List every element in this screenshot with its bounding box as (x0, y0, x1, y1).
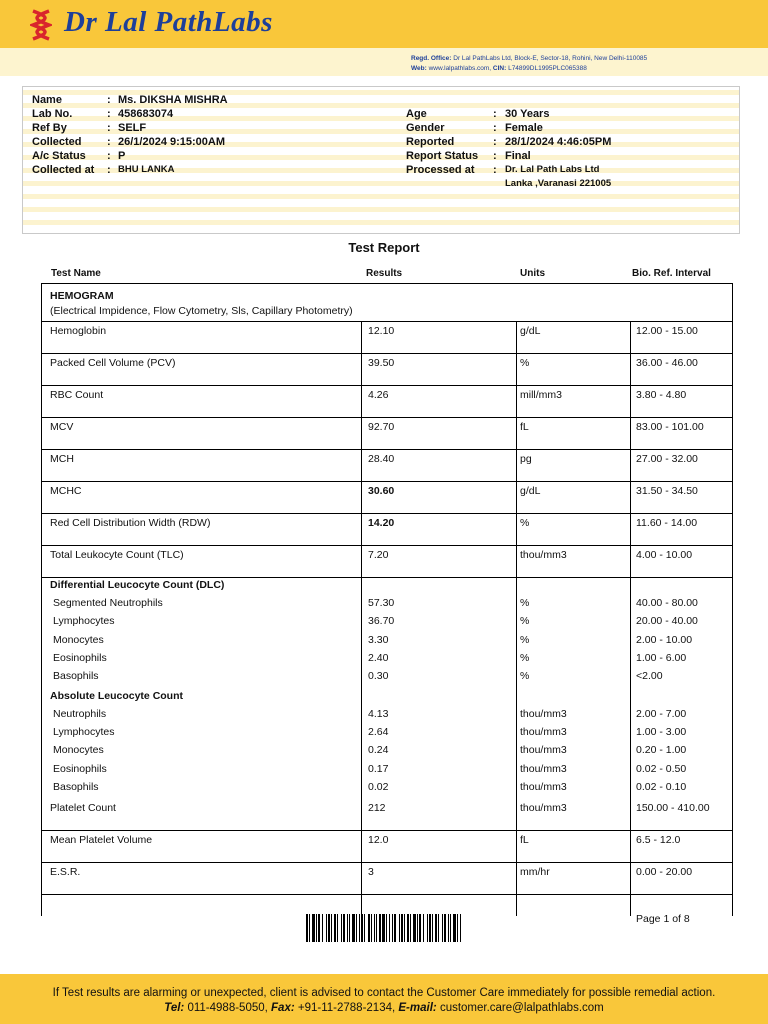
table-divider (516, 481, 517, 513)
test-ref-interval: <2.00 (636, 670, 663, 683)
barcode-bar (394, 914, 396, 942)
table-divider (361, 830, 362, 862)
patient-field-value: 28/1/2024 4:46:05PM (505, 136, 612, 148)
test-ref-interval: 2.00 - 10.00 (636, 633, 693, 646)
test-name: Monocytes (53, 744, 104, 757)
barcode-bar (309, 914, 310, 942)
patient-field-value: 30 Years (505, 108, 550, 120)
test-unit: % (520, 615, 530, 628)
barcode-bar (347, 914, 348, 942)
barcode-bar (429, 914, 431, 942)
patient-field-label: Age (406, 108, 427, 120)
test-name: Total Leukocyte Count (TLC) (50, 549, 184, 561)
test-name: Lymphocytes (53, 615, 115, 628)
table-rule (42, 577, 732, 578)
test-unit: mill/mm3 (520, 389, 562, 401)
test-unit: thou/mm3 (520, 762, 567, 775)
test-name: Mean Platelet Volume (50, 834, 153, 846)
barcode-bar (401, 914, 403, 942)
results-table (41, 283, 733, 916)
barcode-bar (444, 914, 446, 942)
test-ref-interval: 0.02 - 0.10 (636, 780, 687, 793)
barcode-bar (328, 914, 330, 942)
barcode-bar (417, 914, 418, 942)
col-test-name: Test Name (51, 268, 101, 279)
field-colon: : (107, 136, 111, 148)
test-result: 14.20 (368, 517, 395, 529)
barcode-bar (450, 914, 451, 942)
table-rule (42, 862, 732, 863)
test-result: 3 (368, 866, 374, 878)
barcode-bar (376, 914, 377, 942)
barcode-bar (382, 914, 385, 942)
table-divider (361, 545, 362, 577)
patient-field-value: Dr. Lal Path Labs Ltd (505, 164, 600, 175)
table-divider (516, 577, 517, 830)
table-divider (630, 894, 631, 916)
table-divider (516, 545, 517, 577)
test-name: MCH (50, 453, 74, 465)
barcode-bar (432, 914, 433, 942)
test-result: 2.64 (368, 726, 389, 739)
barcode-bar (349, 914, 350, 942)
test-name: Hemoglobin (50, 325, 107, 337)
test-unit: fL (520, 834, 529, 846)
barcode-bar (356, 914, 357, 942)
test-result: 0.30 (368, 670, 389, 683)
test-ref-interval: 150.00 - 410.00 (636, 802, 710, 814)
test-ref-interval: 2.00 - 7.00 (636, 708, 687, 720)
barcode-bar (423, 914, 424, 942)
test-unit: % (520, 357, 530, 369)
table-divider (361, 513, 362, 545)
col-ref-interval: Bio. Ref. Interval (632, 268, 711, 279)
test-ref-interval: 20.00 - 40.00 (636, 615, 698, 628)
barcode-bar (341, 914, 342, 942)
test-unit: thou/mm3 (520, 802, 567, 814)
test-result: 92.70 (368, 421, 395, 433)
table-divider (361, 577, 362, 830)
table-divider (361, 481, 362, 513)
patient-field-label: Collected at (32, 164, 95, 176)
barcode-bar (359, 914, 360, 942)
test-name: Monocytes (53, 633, 104, 646)
table-divider (361, 417, 362, 449)
test-ref-interval: 0.02 - 0.50 (636, 762, 687, 775)
test-ref-interval: 31.50 - 34.50 (636, 485, 698, 497)
barcode-bar (379, 914, 381, 942)
brand-logo: Dr Lal PathLabs (64, 6, 273, 38)
barcode-bar (457, 914, 458, 942)
test-result: 4.26 (368, 389, 389, 401)
patient-field-label: A/c Status (32, 150, 86, 162)
field-colon: : (107, 122, 111, 134)
test-result: 36.70 (368, 615, 395, 628)
office-bar (0, 48, 768, 76)
table-rule (42, 481, 732, 482)
table-divider (630, 449, 631, 481)
footer-contact: Tel: 011-4988-5050, Fax: +91-11-2788-2134, E-mail: customer.care@lalpathlabs.com (164, 1002, 604, 1014)
barcode-bar (364, 914, 365, 942)
test-ref-interval: 1.00 - 6.00 (636, 651, 687, 664)
test-ref-interval: 27.00 - 32.00 (636, 453, 698, 465)
barcode-bar (399, 914, 400, 942)
table-divider (630, 862, 631, 894)
table-divider (630, 385, 631, 417)
test-name: Segmented Neutrophils (53, 597, 163, 609)
field-colon: : (107, 94, 111, 106)
table-rule (42, 513, 732, 514)
test-name: E.S.R. (50, 866, 81, 878)
test-unit: pg (520, 453, 532, 465)
test-result: 12.10 (368, 325, 395, 337)
table-divider (516, 862, 517, 894)
test-ref-interval: 12.00 - 15.00 (636, 325, 698, 337)
test-result: 3.30 (368, 633, 389, 646)
table-divider (516, 894, 517, 916)
barcode-bar (460, 914, 461, 942)
table-rule (42, 321, 732, 322)
test-name: Platelet Count (50, 802, 116, 814)
test-unit: g/dL (520, 485, 541, 497)
barcode-bar (389, 914, 390, 942)
dna-logo-icon (30, 9, 52, 41)
test-unit: fL (520, 421, 529, 433)
table-rule (42, 417, 732, 418)
patient-field-value: Final (505, 150, 531, 162)
test-name: Lymphocytes (53, 726, 115, 739)
test-ref-interval: 6.5 - 12.0 (636, 834, 681, 846)
test-unit: thou/mm3 (520, 549, 567, 561)
patient-field-value: Lanka ,Varanasi 221005 (505, 178, 612, 189)
patient-field-value: 458683074 (118, 108, 174, 120)
barcode-bar (453, 914, 456, 942)
table-divider (516, 449, 517, 481)
table-rule (42, 449, 732, 450)
table-divider (516, 830, 517, 862)
alc-title: Absolute Leucocyte Count (50, 690, 184, 702)
test-unit: % (520, 517, 530, 529)
test-unit: thou/mm3 (520, 708, 567, 720)
barcode-bar (368, 914, 370, 942)
test-ref-interval: 3.80 - 4.80 (636, 389, 687, 401)
barcode-bar (448, 914, 449, 942)
dlc-title: Differential Leucocyte Count (DLC) (50, 579, 225, 591)
barcode-bar (374, 914, 375, 942)
test-ref-interval: 83.00 - 101.00 (636, 421, 704, 433)
test-unit: thou/mm3 (520, 744, 567, 757)
table-divider (361, 894, 362, 916)
test-name: RBC Count (50, 389, 104, 401)
barcode-bar (438, 914, 439, 942)
barcode-bar (322, 914, 323, 942)
patient-field-label: Collected (32, 136, 82, 148)
table-divider (630, 481, 631, 513)
office-info: Regd. Office: Dr Lal PathLabs Ltd, Block-E, Sector-18, Rohini, New Delhi-110085 Web: www.lalpathlabs.com, CIN: L74899DL1995PLC065388 (411, 55, 648, 72)
test-result: 28.40 (368, 453, 395, 465)
patient-field-label: Processed at (406, 164, 475, 176)
patient-field-label: Name (32, 94, 62, 106)
test-unit: % (520, 651, 530, 664)
test-result: 4.13 (368, 708, 389, 720)
barcode-bar (361, 914, 363, 942)
table-divider (361, 321, 362, 353)
test-result: 39.50 (368, 357, 395, 369)
table-divider (630, 321, 631, 353)
barcode-bar (326, 914, 327, 942)
barcode-bar (404, 914, 405, 942)
table-divider (516, 385, 517, 417)
barcode-bar (419, 914, 421, 942)
test-ref-interval: 36.00 - 46.00 (636, 357, 698, 369)
patient-field-value: 26/1/2024 9:15:00AM (118, 136, 226, 148)
field-colon: : (107, 108, 111, 120)
test-result: 12.0 (368, 834, 389, 846)
table-divider (516, 417, 517, 449)
field-colon: : (493, 150, 497, 162)
table-rule (42, 385, 732, 386)
field-colon: : (107, 164, 111, 176)
test-name: MCV (50, 421, 74, 433)
barcode-bar (316, 914, 317, 942)
barcode-bar (435, 914, 437, 942)
col-results: Results (366, 268, 403, 279)
patient-field-label: Report Status (406, 150, 479, 162)
patient-field-value: SELF (118, 122, 147, 134)
table-rule (42, 545, 732, 546)
barcode-bar (392, 914, 393, 942)
test-ref-interval: 1.00 - 3.00 (636, 726, 687, 739)
barcode-bar (343, 914, 345, 942)
test-name: Eosinophils (53, 651, 107, 664)
barcode-bar (386, 914, 387, 942)
patient-field-label: Gender (406, 122, 445, 134)
table-divider (630, 353, 631, 385)
barcode-bar (407, 914, 409, 942)
barcode-bar (352, 914, 355, 942)
patient-field-value: Female (505, 122, 543, 134)
header-bar (0, 0, 768, 48)
test-name: Eosinophils (53, 762, 107, 775)
patient-field-value: P (118, 150, 126, 162)
test-result: 7.20 (368, 549, 389, 561)
test-name: Neutrophils (53, 708, 107, 720)
test-result: 0.24 (368, 744, 389, 757)
test-result: 0.17 (368, 762, 389, 775)
table-rule (42, 830, 732, 831)
table-divider (361, 385, 362, 417)
field-colon: : (493, 164, 497, 176)
field-colon: : (493, 136, 497, 148)
test-ref-interval: 11.60 - 14.00 (636, 517, 698, 529)
table-divider (630, 417, 631, 449)
barcode-bar (306, 914, 308, 942)
footer-bar (0, 974, 768, 1024)
test-ref-interval: 0.00 - 20.00 (636, 866, 693, 878)
test-unit: % (520, 597, 530, 609)
table-divider (361, 862, 362, 894)
barcode-bar (427, 914, 428, 942)
test-name: Red Cell Distribution Width (RDW) (50, 517, 211, 529)
barcode-bar (334, 914, 336, 942)
test-result: 30.60 (368, 485, 395, 497)
page-number: Page 1 of 8 (636, 913, 690, 925)
footer-advice: If Test results are alarming or unexpected, client is advised to contact the Customer Care immediately for possible remedial action. (52, 987, 716, 999)
barcode (306, 914, 464, 942)
test-result: 212 (368, 802, 386, 814)
test-ref-interval: 0.20 - 1.00 (636, 744, 687, 757)
patient-field-label: Reported (406, 136, 455, 148)
barcode-bar (331, 914, 332, 942)
test-result: 2.40 (368, 651, 389, 664)
test-name: Packed Cell Volume (PCV) (50, 357, 176, 369)
test-ref-interval: 40.00 - 80.00 (636, 597, 698, 609)
table-divider (630, 513, 631, 545)
test-unit: thou/mm3 (520, 780, 567, 793)
test-unit: thou/mm3 (520, 726, 567, 739)
field-colon: : (107, 150, 111, 162)
table-rule (42, 894, 732, 895)
barcode-bar (337, 914, 338, 942)
table-divider (630, 577, 631, 830)
test-unit: % (520, 670, 530, 683)
patient-field-label: Ref By (32, 122, 67, 134)
field-colon: : (493, 108, 497, 120)
patient-field-label: Lab No. (32, 108, 73, 120)
table-divider (516, 321, 517, 353)
section-method: (Electrical Impidence, Flow Cytometry, Sls, Capillary Photometry) (50, 305, 353, 317)
test-unit: mm/hr (520, 866, 550, 878)
barcode-bar (312, 914, 315, 942)
col-units: Units (520, 268, 545, 279)
barcode-bar (318, 914, 320, 942)
test-result: 0.02 (368, 780, 389, 793)
barcode-bar (371, 914, 372, 942)
test-name: Basophils (53, 780, 99, 793)
test-name: Basophils (53, 670, 99, 683)
test-name: MCHC (50, 485, 82, 497)
test-unit: g/dL (520, 325, 541, 337)
section-title: HEMOGRAM (50, 290, 114, 302)
table-divider (361, 353, 362, 385)
barcode-bar (413, 914, 416, 942)
table-divider (630, 545, 631, 577)
table-divider (516, 353, 517, 385)
table-divider (630, 830, 631, 862)
report-title: Test Report (348, 240, 420, 255)
barcode-bar (442, 914, 443, 942)
test-result: 57.30 (368, 597, 395, 609)
table-rule (42, 353, 732, 354)
patient-field-value: Ms. DIKSHA MISHRA (118, 94, 228, 106)
field-colon: : (493, 122, 497, 134)
test-unit: % (520, 633, 530, 646)
table-divider (361, 449, 362, 481)
barcode-bar (410, 914, 411, 942)
test-ref-interval: 4.00 - 10.00 (636, 549, 693, 561)
patient-field-value: BHU LANKA (118, 164, 175, 175)
table-divider (516, 513, 517, 545)
